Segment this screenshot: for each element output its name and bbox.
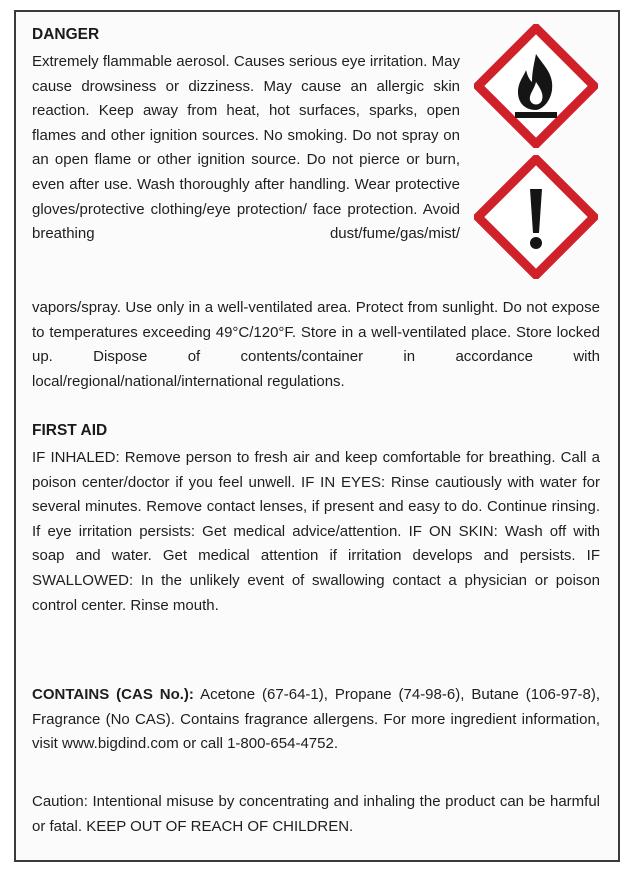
danger-text-wide: vapors/spray. Use only in a well-ventilated area. Protect from sunlight. Do not expose to temperatures exceeding 49°C/120°F. Store in a well-ventilated place. Store locked up. Dispose of contents/container in accordance with local/regional/national/international regulations. [32,299,600,390]
contains-body: Acetone (67-64-1), Propane (74-98-6), Butane (106-97-8), Fragrance (No CAS). Contains fragrance allergens. For more ingredient information, visit www.bigdind.com or call 1-800-654-4752. [32,686,601,753]
flame-hazard-icon [474,24,598,148]
exclamation-hazard-icon [474,155,598,279]
caution-text [32,790,600,839]
first-aid-text: IF INHALED: Remove person to fresh air and keep comfortable for breathing. Call a poison center/doctor if you feel unwell. IF IN EYES: Rinse cautiously with water for several minutes. Remove contact lenses, if present and easy to do. Continue rinsing. If eye irritation persists: Get medical advice/attention. IF ON SKIN: Wash off with soap and water. Get medical attention if irritation develops and persists. IF SWALLOWED: In the unlikely event of swallowing contact a physician or poison control center. Rinse mouth. [32,449,600,614]
first-aid-heading: FIRST AID [32,422,108,439]
caution-body: Caution: Intentional misuse by concentrating and inhaling the product can be harmful or fatal. [32,793,600,835]
danger-heading: DANGER [32,26,100,43]
contains-label: CONTAINS (CAS No.): [32,686,194,703]
caution-emphasis: KEEP OUT OF REACH OF CHILDREN. [86,817,354,835]
contains-text [32,683,600,757]
danger-text-narrow: Extremely flammable aerosol. Causes serious eye irritation. May cause drowsiness or dizziness. May cause an allergic skin reaction. Keep away from heat, hot surfaces, sparks, open flames and other ignition sources. No smoking. Do not spray on an open flame or other ignition source. Do not pierce or burn, even after use. Wash thoroughly after handling. Wear protective gloves/protective clothing/eye protection/ face protection. Avoid breathing dust/fume/gas/mist/ [32,53,460,243]
